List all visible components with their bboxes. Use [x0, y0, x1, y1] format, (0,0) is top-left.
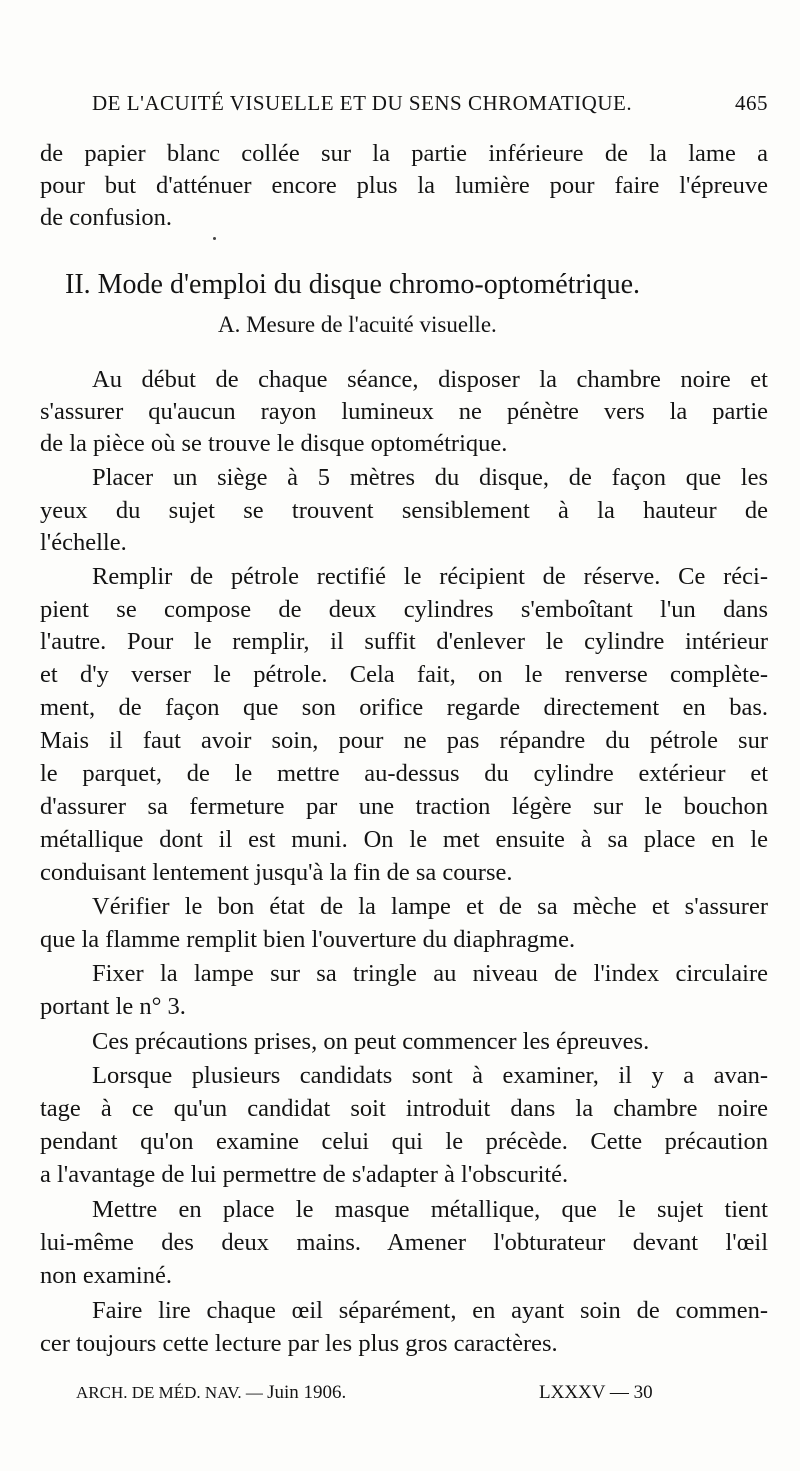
- paragraph-line: a l'avantage de lui permettre de s'adapter à l'obscurité.: [40, 1161, 569, 1188]
- paragraph-line: cer toujours cette lecture par les plus gros caractères.: [40, 1330, 558, 1357]
- paragraph-line: Faire lire chaque œil séparément, en ayant soin de commen-: [92, 1297, 768, 1324]
- paragraph-line: tage à ce qu'un candidat soit introduit dans la chambre noire: [40, 1095, 768, 1122]
- paragraph-line: ment, de façon que son orifice regarde directement en bas.: [40, 694, 768, 721]
- paragraph-line: lui-même des deux mains. Amener l'obturateur devant l'œil: [40, 1229, 768, 1256]
- intro-line: pour but d'atténuer encore plus la lumière pour faire l'épreuve: [40, 172, 768, 199]
- subsection-title: A. Mesure de l'acuité visuelle.: [218, 312, 497, 337]
- footer-journal: ARCH. DE MÉD. NAV.: [76, 1383, 242, 1402]
- paragraph-line: Remplir de pétrole rectifié le récipient de réserve. Ce réci-: [92, 563, 768, 590]
- paragraph-line: Mettre en place le masque métallique, que le sujet tient: [92, 1196, 768, 1223]
- paragraph-line: portant le n° 3.: [40, 993, 186, 1020]
- footer-date: Juin 1906.: [267, 1382, 347, 1403]
- paragraph-line: Ces précautions prises, on peut commencer les épreuves.: [92, 1028, 650, 1055]
- section-title: II. Mode d'emploi du disque chromo-optométrique.: [65, 269, 641, 300]
- page-number: 465: [735, 91, 768, 115]
- paragraph-line: l'autre. Pour le remplir, il suffit d'enlever le cylindre intérieur: [40, 628, 768, 655]
- paragraph-line: Au début de chaque séance, disposer la chambre noire et: [92, 366, 768, 393]
- print-speck: [213, 237, 216, 240]
- paragraph-line: d'assurer sa fermeture par une traction légère sur le bouchon: [40, 793, 768, 820]
- paragraph-line: pendant qu'on examine celui qui le précède. Cette précaution: [40, 1128, 768, 1155]
- intro-line: de papier blanc collée sur la partie inférieure de la lame a: [40, 140, 768, 167]
- paragraph-line: conduisant lentement jusqu'à la fin de sa course.: [40, 859, 513, 886]
- paragraph-line: pient se compose de deux cylindres s'emboîtant l'un dans: [40, 596, 768, 623]
- page-footer: [76, 1382, 676, 1408]
- running-title: DE L'ACUITÉ VISUELLE ET DU SENS CHROMATIQUE.: [92, 91, 633, 115]
- paragraph-line: Vérifier le bon état de la lampe et de sa mèche et s'assurer: [92, 893, 768, 920]
- paragraph-line: que la flamme remplit bien l'ouverture du diaphragme.: [40, 926, 576, 953]
- intro-line: de confusion.: [40, 204, 172, 231]
- paragraph-line: Mais il faut avoir soin, pour ne pas répandre du pétrole sur: [40, 727, 768, 754]
- paragraph-line: non examiné.: [40, 1262, 172, 1289]
- paragraph-line: le parquet, de le mettre au-dessus du cylindre extérieur et: [40, 760, 768, 787]
- paragraph-line: métallique dont il est muni. On le met ensuite à sa place en le: [40, 826, 768, 853]
- paragraph-line: et d'y verser le pétrole. Cela fait, on le renverse complète-: [40, 661, 768, 688]
- paragraph-line: Fixer la lampe sur sa tringle au niveau de l'index circulaire: [92, 960, 768, 987]
- paragraph-line: de la pièce où se trouve le disque optométrique.: [40, 430, 508, 457]
- paragraph-line: s'assurer qu'aucun rayon lumineux ne pénètre vers la partie: [40, 398, 768, 425]
- paragraph-line: Placer un siège à 5 mètres du disque, de façon que les: [92, 464, 768, 491]
- paragraph-line: yeux du sujet se trouvent sensiblement à la hauteur de: [40, 497, 768, 524]
- paragraph-line: Lorsque plusieurs candidats sont à examiner, il y a avan-: [92, 1062, 768, 1089]
- page-header: [92, 91, 768, 121]
- footer-dash: —: [245, 1383, 263, 1402]
- footer-signature: LXXXV — 30: [539, 1382, 653, 1403]
- paragraph-line: l'échelle.: [40, 529, 127, 556]
